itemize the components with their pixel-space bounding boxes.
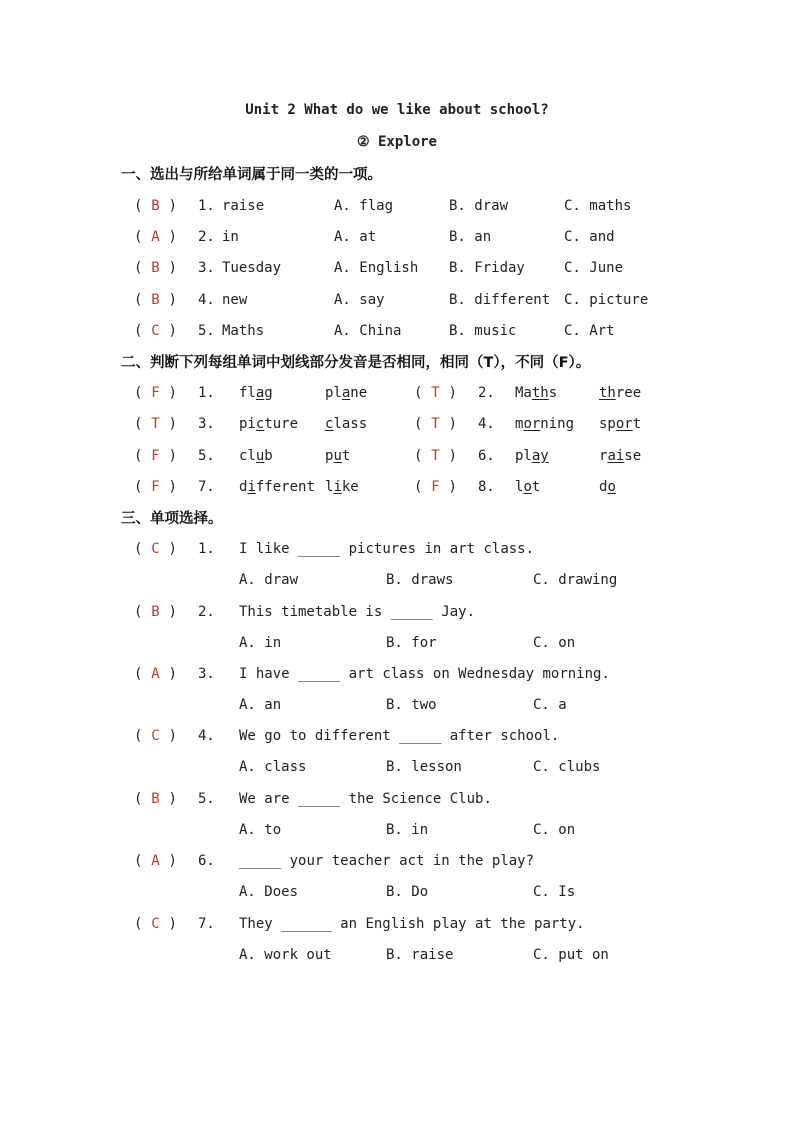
answer-letter: T: [151, 416, 160, 432]
paren-close: ): [448, 448, 457, 464]
word-part: b: [264, 448, 273, 464]
answer-letter: F: [151, 479, 160, 495]
given-word: Maths: [222, 323, 265, 339]
option-b: B. different: [449, 292, 551, 308]
word-part: se: [624, 448, 642, 464]
question-sentence: [239, 788, 492, 810]
paren-close: ): [448, 416, 457, 432]
paren-close: ): [168, 416, 177, 432]
sentence-start: We go to different: [239, 728, 400, 744]
word-part: pl: [515, 448, 532, 464]
paren-close: ): [168, 853, 177, 869]
word-part: t: [341, 448, 351, 464]
option-b: B. two: [386, 697, 437, 713]
paren-close: ): [168, 260, 177, 276]
word-first: [515, 413, 574, 435]
underlined-part: u: [255, 448, 265, 464]
word-first: [239, 413, 298, 435]
answer-letter: T: [431, 385, 440, 401]
question-number: 1.: [198, 198, 215, 214]
option-a: A. draw: [239, 572, 299, 588]
question-number: 5.: [198, 323, 215, 339]
question-number: 3.: [198, 416, 215, 432]
paren-open: (: [134, 728, 143, 744]
underlined-part: or: [615, 416, 633, 432]
given-word: raise: [222, 198, 265, 214]
underlined-part: a: [255, 385, 265, 401]
given-word: in: [222, 229, 239, 245]
answer-slot: [414, 476, 457, 498]
answer-slot: [134, 476, 177, 498]
answer-letter: F: [151, 385, 160, 401]
answer-letter: F: [151, 448, 160, 464]
option-c: C. Is: [533, 884, 576, 900]
paren-open: (: [134, 916, 143, 932]
sentence-end: Jay.: [432, 604, 476, 620]
paren-close: ): [168, 323, 177, 339]
word-second: [599, 476, 616, 498]
question-sentence: [239, 601, 475, 623]
paren-close: ): [168, 198, 177, 214]
sentence-end: an English play at the party.: [331, 916, 585, 932]
word-part: ne: [350, 385, 368, 401]
underlined-part: or: [523, 416, 541, 432]
answer-blank: _____: [298, 666, 341, 682]
option-a: A. work out: [239, 947, 332, 963]
option-b: B. music: [449, 323, 517, 339]
answer-letter: B: [151, 292, 160, 308]
word-first: [239, 445, 273, 467]
answer-slot: [134, 913, 177, 935]
question-number: 6.: [478, 448, 495, 464]
option-a: A. in: [239, 635, 282, 651]
word-part: fl: [239, 385, 256, 401]
answer-blank: _____: [390, 604, 433, 620]
sentence-start: I like: [239, 541, 299, 557]
option-b: B. draw: [449, 198, 509, 214]
word-part: ree: [615, 385, 642, 401]
answer-slot: [414, 445, 457, 467]
word-first: [515, 382, 557, 404]
answer-slot: [414, 413, 457, 435]
paren-open: (: [134, 292, 143, 308]
word-part: sp: [599, 416, 616, 432]
option-c: C. maths: [564, 198, 632, 214]
option-a: A. to: [239, 822, 282, 838]
option-c: C. put on: [533, 947, 609, 963]
option-a: A. an: [239, 697, 282, 713]
paren-open: (: [134, 791, 143, 807]
question-number: 5.: [198, 448, 215, 464]
answer-slot: [134, 413, 177, 435]
underlined-part: ai: [607, 448, 625, 464]
answer-slot: [134, 601, 177, 623]
answer-blank: _____: [298, 541, 341, 557]
question-number: 2.: [198, 229, 215, 245]
paren-close: ): [168, 292, 177, 308]
word-part: d: [239, 479, 248, 495]
word-part: t: [531, 479, 541, 495]
answer-letter: C: [151, 323, 160, 339]
option-c: C. on: [533, 635, 576, 651]
section2-heading: 二、判断下列每组单词中划线部分发音是否相同，相同（T），不同（F）。: [121, 355, 591, 371]
paren-open: (: [134, 448, 143, 464]
paren-close: ): [168, 916, 177, 932]
answer-blank: _____: [399, 728, 442, 744]
answer-slot: [134, 538, 177, 560]
underlined-part: a: [341, 385, 351, 401]
paren-close: ): [168, 604, 177, 620]
paren-close: ): [448, 385, 457, 401]
question-sentence: [239, 725, 559, 747]
question-sentence: [239, 538, 534, 560]
word-second: [599, 445, 641, 467]
answer-letter: B: [151, 604, 160, 620]
page-title: Unit 2 What do we like about school?: [245, 102, 549, 118]
option-b: B. for: [386, 635, 437, 651]
word-part: r: [599, 448, 608, 464]
option-c: C. and: [564, 229, 615, 245]
word-part: s: [548, 385, 558, 401]
option-a: A. Does: [239, 884, 299, 900]
question-number: 5.: [198, 791, 215, 807]
word-part: m: [515, 416, 524, 432]
section3-heading: 三、单项选择。: [121, 511, 223, 527]
answer-letter: F: [431, 479, 440, 495]
option-a: A. English: [334, 260, 419, 276]
paren-close: ): [168, 229, 177, 245]
sentence-end: after school.: [441, 728, 560, 744]
word-first: [239, 476, 315, 498]
underlined-part: ay: [531, 448, 549, 464]
option-b: B. Friday: [449, 260, 525, 276]
underlined-part: u: [333, 448, 342, 464]
given-word: new: [222, 292, 248, 308]
word-part: lass: [333, 416, 368, 432]
option-b: B. draws: [386, 572, 454, 588]
word-part: cl: [239, 448, 256, 464]
answer-blank: _____: [298, 791, 341, 807]
paren-close: ): [168, 666, 177, 682]
answer-letter: B: [151, 791, 160, 807]
paren-close: ): [168, 791, 177, 807]
underlined-part: c: [325, 416, 334, 432]
option-c: C. drawing: [533, 572, 618, 588]
paren-close: ): [168, 479, 177, 495]
answer-slot: [134, 195, 177, 217]
answer-letter: B: [151, 260, 160, 276]
answer-letter: A: [151, 229, 160, 245]
given-word: Tuesday: [222, 260, 282, 276]
option-a: A. say: [334, 292, 385, 308]
paren-open: (: [134, 260, 143, 276]
question-number: 4.: [198, 292, 215, 308]
underlined-part: th: [531, 385, 549, 401]
word-part: l: [515, 479, 524, 495]
option-b: B. lesson: [386, 759, 462, 775]
answer-slot: [414, 382, 457, 404]
answer-slot: [134, 725, 177, 747]
question-number: 1.: [198, 541, 215, 557]
word-second: [325, 445, 350, 467]
word-part: pi: [239, 416, 256, 432]
question-number: 7.: [198, 479, 215, 495]
paren-close: ): [448, 479, 457, 495]
option-c: C. clubs: [533, 759, 601, 775]
word-part: ture: [264, 416, 299, 432]
word-second: [599, 382, 641, 404]
word-part: pl: [325, 385, 342, 401]
paren-open: (: [134, 198, 143, 214]
question-sentence: [239, 850, 534, 872]
word-part: t: [632, 416, 642, 432]
word-first: [515, 476, 540, 498]
option-a: A. class: [239, 759, 307, 775]
underlined-part: th: [599, 385, 616, 401]
sentence-end: the Science Club.: [340, 791, 492, 807]
question-number: 7.: [198, 916, 215, 932]
option-b: B. in: [386, 822, 429, 838]
answer-slot: [134, 226, 177, 248]
option-a: A. flag: [334, 198, 394, 214]
option-c: C. picture: [564, 292, 649, 308]
option-c: C. June: [564, 260, 624, 276]
word-second: [325, 476, 359, 498]
word-first: [239, 382, 273, 404]
answer-letter: A: [151, 666, 160, 682]
word-second: [599, 413, 641, 435]
sentence-end: pictures in art class.: [340, 541, 535, 557]
answer-slot: [134, 257, 177, 279]
paren-close: ): [168, 448, 177, 464]
option-b: B. an: [449, 229, 492, 245]
word-second: [325, 382, 367, 404]
underlined-part: c: [255, 416, 265, 432]
paren-open: (: [414, 385, 423, 401]
sentence-end: art class on Wednesday morning.: [340, 666, 610, 682]
paren-open: (: [134, 479, 143, 495]
answer-letter: C: [151, 541, 160, 557]
sentence-start: They: [239, 916, 282, 932]
answer-slot: [134, 289, 177, 311]
answer-slot: [134, 850, 177, 872]
paren-open: (: [134, 229, 143, 245]
option-c: C. Art: [564, 323, 615, 339]
answer-letter: A: [151, 853, 160, 869]
option-b: B. raise: [386, 947, 454, 963]
paren-close: ): [168, 541, 177, 557]
paren-open: (: [134, 416, 143, 432]
option-b: B. Do: [386, 884, 429, 900]
option-c: C. on: [533, 822, 576, 838]
answer-slot: [134, 788, 177, 810]
paren-open: (: [134, 604, 143, 620]
answer-slot: [134, 320, 177, 342]
sentence-start: I have: [239, 666, 299, 682]
answer-slot: [134, 445, 177, 467]
question-sentence: [239, 913, 585, 935]
word-part: ning: [540, 416, 575, 432]
paren-open: (: [134, 541, 143, 557]
answer-letter: T: [431, 416, 440, 432]
paren-open: (: [414, 448, 423, 464]
answer-letter: B: [151, 198, 160, 214]
underlined-part: o: [523, 479, 532, 495]
word-part: ke: [341, 479, 359, 495]
question-number: 2.: [478, 385, 495, 401]
option-a: A. at: [334, 229, 377, 245]
paren-open: (: [134, 666, 143, 682]
answer-slot: [134, 663, 177, 685]
question-number: 3.: [198, 666, 215, 682]
underlined-part: o: [607, 479, 616, 495]
question-number: 1.: [198, 385, 215, 401]
answer-letter: C: [151, 728, 160, 744]
word-second: [325, 413, 367, 435]
paren-open: (: [414, 479, 423, 495]
answer-letter: C: [151, 916, 160, 932]
word-part: l: [325, 479, 334, 495]
question-number: 4.: [198, 728, 215, 744]
word-part: d: [599, 479, 608, 495]
word-first: [515, 445, 549, 467]
underlined-part: i: [333, 479, 342, 495]
paren-open: (: [414, 416, 423, 432]
page-subtitle: ② Explore: [357, 134, 437, 150]
question-number: 4.: [478, 416, 495, 432]
answer-letter: T: [431, 448, 440, 464]
section1-heading: 一、选出与所给单词属于同一类的一项。: [121, 167, 382, 183]
word-part: p: [325, 448, 334, 464]
paren-open: (: [134, 385, 143, 401]
word-part: fferent: [255, 479, 315, 495]
answer-blank: ______: [281, 916, 332, 932]
question-sentence: [239, 663, 610, 685]
question-number: 6.: [198, 853, 215, 869]
sentence-start: This timetable is: [239, 604, 391, 620]
sentence-end: your teacher act in the play?: [281, 853, 535, 869]
question-number: 8.: [478, 479, 495, 495]
option-a: A. China: [334, 323, 402, 339]
word-part: g: [264, 385, 273, 401]
paren-open: (: [134, 323, 143, 339]
answer-slot: [134, 382, 177, 404]
paren-open: (: [134, 853, 143, 869]
paren-close: ): [168, 385, 177, 401]
underlined-part: i: [247, 479, 256, 495]
question-number: 3.: [198, 260, 215, 276]
question-number: 2.: [198, 604, 215, 620]
word-part: Ma: [515, 385, 532, 401]
paren-close: ): [168, 728, 177, 744]
sentence-start: We are: [239, 791, 299, 807]
option-c: C. a: [533, 697, 567, 713]
answer-blank: _____: [239, 853, 282, 869]
